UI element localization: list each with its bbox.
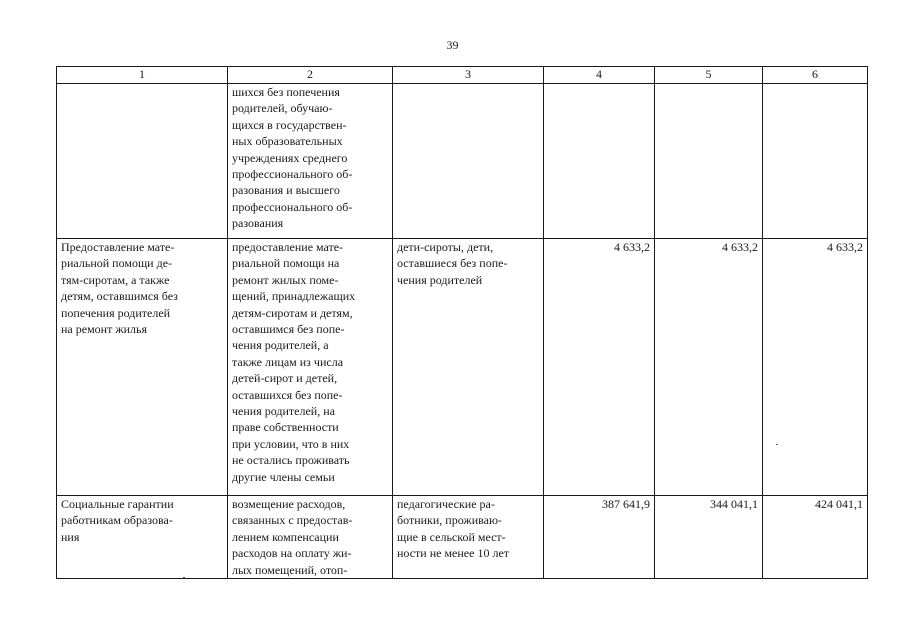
- page-number: 39: [446, 38, 459, 52]
- header-row: [57, 67, 868, 84]
- measure-name-cell: Социальные гарантии работникам образова- ния: [57, 496, 228, 579]
- amount-col5-cell: [655, 84, 763, 239]
- amount-col6-cell: 4 633,2: [763, 239, 868, 496]
- scan-speck: [776, 444, 778, 445]
- column-header-1: 1: [57, 67, 228, 84]
- column-header-3: 3: [393, 67, 544, 84]
- recipients-cell: педагогические ра- ботники, проживаю- щие в сельской мест- ности не менее 10 лет: [393, 496, 544, 579]
- table-row: [57, 496, 868, 579]
- amount-col4-cell: [544, 84, 655, 239]
- measure-name-cell: [57, 84, 228, 239]
- measure-description-cell: шихся без попечения родителей, обучаю- щихся в государствен- ных образовательных учреждениях среднего профессионального об- разования и высшего профессионального об- разования: [228, 84, 393, 239]
- amount-col4-cell: 387 641,9: [544, 496, 655, 579]
- measure-description-cell: предоставление мате- риальной помощи на ремонт жилых поме- щений, принадлежащих детям-сиротам и детям, оставшимся без попе- чения родителей, а также лицам из числа детей-сирот и детей, оставшихся без попе- чения родителей, на праве собственности при условии, что в них не остались проживать другие члены семьи: [228, 239, 393, 496]
- column-header-2: 2: [228, 67, 393, 84]
- amount-col5-cell: 344 041,1: [655, 496, 763, 579]
- recipients-cell: [393, 84, 544, 239]
- scan-speck: [183, 577, 185, 578]
- measure-name-cell: Предоставление мате- риальной помощи де- тям-сиротам, а также детям, оставшимся без попечения родителей на ремонт жилья: [57, 239, 228, 496]
- column-header-6: 6: [763, 67, 868, 84]
- amount-col4-cell: 4 633,2: [544, 239, 655, 496]
- column-header-4: 4: [544, 67, 655, 84]
- amount-col6-cell: [763, 84, 868, 239]
- measure-description-cell: возмещение расходов, связанных с предостав- лением компенсации расходов на оплату жи- лых помещений, отоп-: [228, 496, 393, 579]
- data-table: [56, 66, 868, 579]
- recipients-cell: дети-сироты, дети, оставшиеся без попе- чения родителей: [393, 239, 544, 496]
- column-header-5: 5: [655, 67, 763, 84]
- table-row: [57, 239, 868, 496]
- table-row: [57, 84, 868, 239]
- amount-col6-cell: 424 041,1: [763, 496, 868, 579]
- amount-col5-cell: 4 633,2: [655, 239, 763, 496]
